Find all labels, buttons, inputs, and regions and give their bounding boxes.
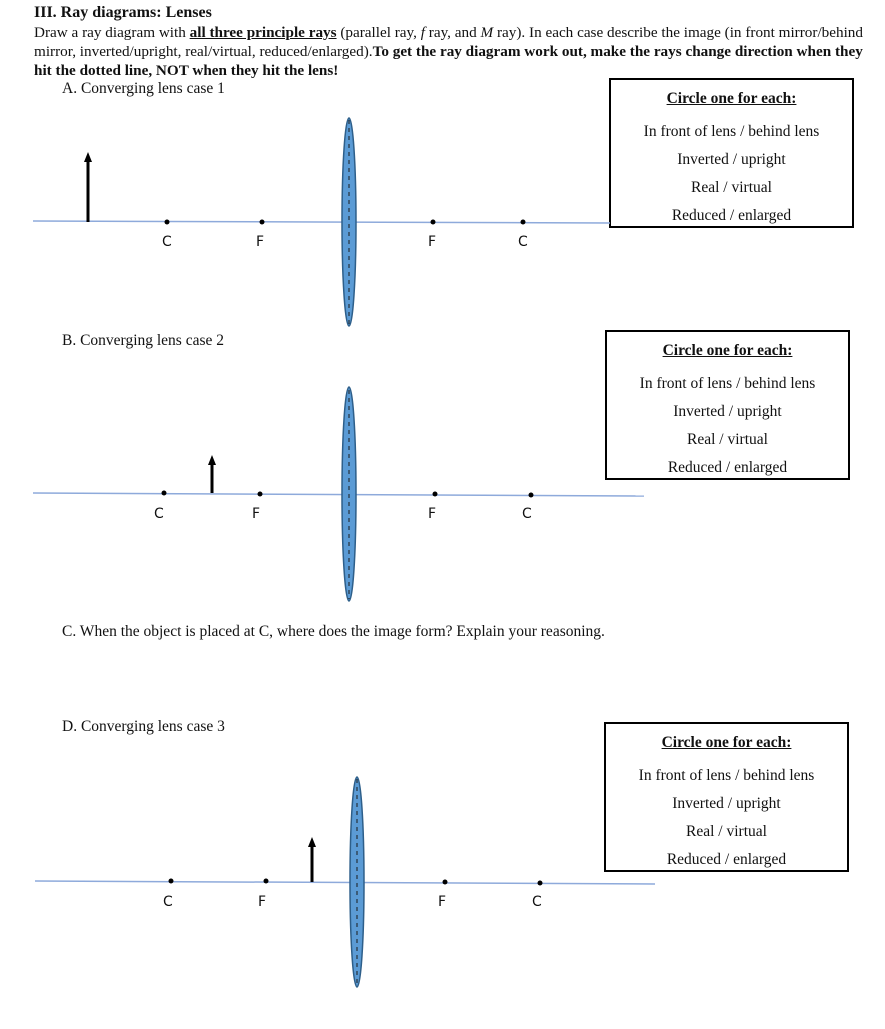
m-symbol: M bbox=[480, 24, 494, 41]
ray-diagram-a[interactable] bbox=[0, 100, 620, 340]
instructions-text-4: ray). In each case describe the image (in front mirror/behind mirror, inverted/upright, real/virtual, reduced/enlarged). bbox=[34, 24, 863, 60]
choice-box-heading: Circle one for each: bbox=[661, 734, 792, 751]
label-f-left: F bbox=[258, 894, 267, 910]
point-c-right bbox=[521, 220, 526, 225]
ray-diagram-d[interactable] bbox=[0, 765, 660, 1000]
section-a-label: A. Converging lens case 1 bbox=[62, 80, 225, 97]
label-f-left: F bbox=[252, 506, 261, 522]
choice-location[interactable]: In front of lens / behind lens bbox=[638, 767, 815, 784]
label-f-right: F bbox=[428, 234, 437, 250]
point-c-left bbox=[165, 220, 170, 225]
choice-box-heading: Circle one for each: bbox=[662, 342, 793, 359]
choice-size[interactable]: Reduced / enlarged bbox=[671, 207, 792, 224]
choice-box-heading: Circle one for each: bbox=[666, 90, 797, 107]
instructions-text-3: ray, and bbox=[424, 24, 481, 41]
label-c-left: C bbox=[162, 234, 172, 250]
choice-size[interactable]: Reduced / enlarged bbox=[667, 459, 788, 476]
point-f-right bbox=[443, 880, 448, 885]
worksheet-title: III. Ray diagrams: Lenses bbox=[34, 4, 212, 21]
label-c-left: C bbox=[154, 506, 164, 522]
instructions-emphasis: all three principle rays bbox=[189, 24, 337, 41]
instructions-bold-note: To get the ray diagram work out, make the rays change direction when they hit the dotted line, NOT when they hit the lens! bbox=[34, 43, 863, 79]
label-f-right: F bbox=[438, 894, 447, 910]
choice-location[interactable]: In front of lens / behind lens bbox=[639, 375, 816, 392]
point-c-left bbox=[169, 879, 174, 884]
optical-axis bbox=[35, 881, 655, 884]
choice-orientation[interactable]: Inverted / upright bbox=[677, 151, 786, 168]
instructions-text-2: (parallel ray, bbox=[336, 24, 421, 41]
point-c-left bbox=[162, 491, 167, 496]
point-c-right bbox=[538, 881, 543, 886]
choice-location[interactable]: In front of lens / behind lens bbox=[643, 123, 820, 140]
choice-size[interactable]: Reduced / enlarged bbox=[666, 851, 787, 868]
choice-orientation[interactable]: Inverted / upright bbox=[672, 795, 781, 812]
optical-axis bbox=[33, 493, 644, 496]
point-f-left bbox=[260, 220, 265, 225]
ray-diagram-b[interactable] bbox=[0, 380, 650, 610]
converging-lens bbox=[342, 118, 356, 326]
point-f-left bbox=[264, 879, 269, 884]
label-c-right: C bbox=[522, 506, 532, 522]
section-d-label: D. Converging lens case 3 bbox=[62, 718, 225, 735]
object-arrow-head bbox=[308, 837, 316, 847]
label-c-left: C bbox=[163, 894, 173, 910]
point-f-right bbox=[431, 220, 436, 225]
instructions bbox=[34, 23, 864, 80]
label-f-right: F bbox=[428, 506, 437, 522]
choice-box-a bbox=[609, 78, 854, 228]
choice-type[interactable]: Real / virtual bbox=[686, 823, 767, 840]
point-f-right bbox=[433, 492, 438, 497]
choice-type[interactable]: Real / virtual bbox=[691, 179, 772, 196]
section-b-label: B. Converging lens case 2 bbox=[62, 332, 225, 349]
label-c-right: C bbox=[518, 234, 528, 250]
point-f-left bbox=[258, 492, 263, 497]
point-c-right bbox=[529, 493, 534, 498]
label-f-left: F bbox=[256, 234, 265, 250]
object-arrow-head bbox=[84, 152, 92, 162]
question-c: C. When the object is placed at C, where does the image form? Explain your reasoning. bbox=[62, 623, 605, 640]
object-arrow-head bbox=[208, 455, 216, 465]
instructions-text-1: Draw a ray diagram with bbox=[34, 24, 190, 41]
choice-orientation[interactable]: Inverted / upright bbox=[673, 403, 782, 420]
label-c-right: C bbox=[532, 894, 542, 910]
choice-type[interactable]: Real / virtual bbox=[687, 431, 768, 448]
f-symbol: f bbox=[420, 24, 425, 41]
